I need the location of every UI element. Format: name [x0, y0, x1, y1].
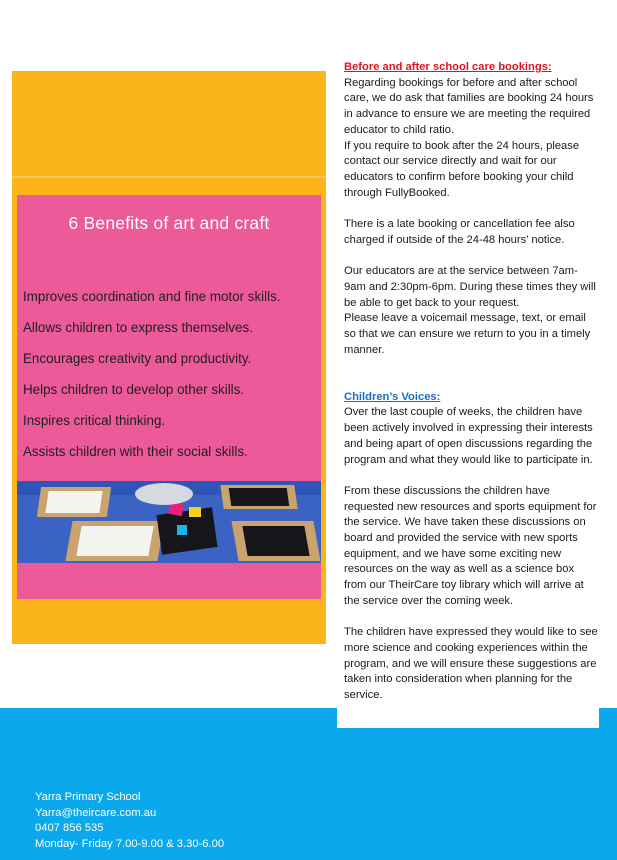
benefit-item: Inspires critical thinking. [23, 413, 166, 428]
bookings-heading: Before and after school care bookings: [344, 61, 552, 73]
school-name: Yarra Primary School [35, 791, 141, 803]
bookings-paragraph: If you require to book after the 24 hours, please contact our service directly and wait for our educators to confirm before booking your child through FullyBooked. [344, 139, 580, 199]
photo-white-paper [76, 526, 153, 556]
contact-phone[interactable]: 0407 856 535 [35, 822, 104, 835]
benefit-item: Helps children to develop other skills. [23, 382, 245, 397]
photo-black-paper [242, 526, 309, 556]
art-benefits-poster [17, 195, 321, 599]
benefit-item: Allows children to express themselves. [23, 320, 253, 335]
gold-panel-divider [12, 176, 326, 178]
photo-black-paper [229, 488, 290, 506]
opening-hours: Monday- Friday 7.00-9.00 & 3.30-6.00 [35, 837, 225, 850]
footer-contact [35, 790, 224, 852]
voices-paragraph: Over the last couple of weeks, the children have been actively involved in expressing their interests and being apart of open discussions regarding the program and what they would like to participate in. [344, 406, 593, 466]
newsletter-article [337, 60, 599, 728]
bookings-paragraph: Please leave a voicemail message, text, or email so that we can ensure we return to you in a timely manner. [344, 312, 591, 356]
photo-cyan-paper [177, 525, 187, 535]
benefit-item: Encourages creativity and productivity. [23, 351, 252, 366]
bookings-paragraph: There is a late booking or cancellation fee also charged if outside of the 24-48 hours’ notice. [344, 218, 575, 246]
voices-paragraph: From these discussions the children have requested new resources and sports equipment for the service. We have taken these discussions on board and provided the service with new sports equipment, and we have some exciting new resources on the way as well as a science box from our TheirCare toy library which will arrive at the service over the coming week. [344, 484, 597, 607]
photo-white-paper [45, 491, 102, 513]
contact-email[interactable]: Yarra@theircare.com.au [35, 806, 157, 819]
benefit-item: Improves coordination and fine motor skills. [23, 289, 281, 304]
photo-black-paper [156, 507, 217, 554]
voices-paragraph: The children have expressed they would like to see more science and cooking experiences within the program, and we will ensure these suggestions are taken into consideration when planning for the service. [344, 626, 598, 702]
bookings-paragraph: Our educators are at the service between 7am-9am and 2:30pm-6pm. During these times they will be able to get back to your request. [344, 265, 596, 309]
poster-title: 6 Benefits of art and craft [68, 213, 270, 233]
voices-heading: Children’s Voices: [344, 390, 441, 403]
bookings-paragraph: Regarding bookings for before and after school care, we do ask that families are booking 24 hours in advance to ensure we are meeting the required educator to child ratio. [344, 76, 594, 136]
benefit-item: Assists children with their social skills. [23, 444, 248, 459]
photo-tray [135, 483, 193, 505]
craft-table-photo [17, 481, 321, 563]
photo-yellow-paper [189, 507, 201, 517]
